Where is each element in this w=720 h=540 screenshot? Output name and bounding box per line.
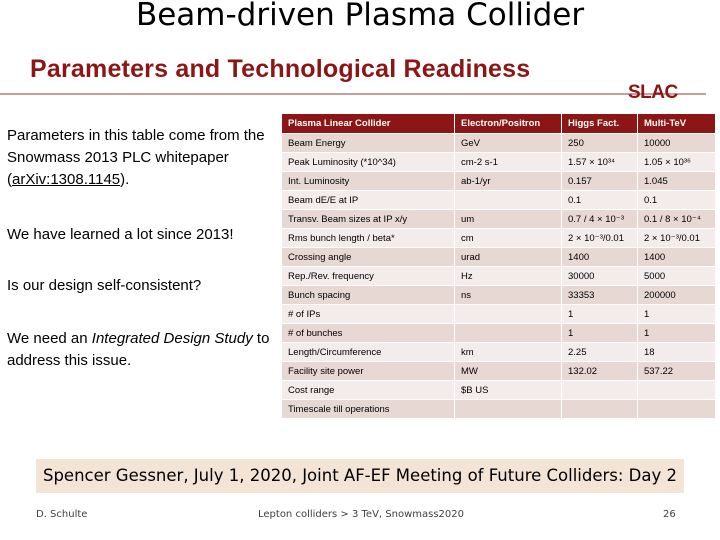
param-unit: [455, 324, 562, 343]
param-name: Transv. Beam sizes at IP x/y: [282, 210, 455, 229]
param-multitev: 1.045: [638, 172, 716, 191]
param-unit: ab-1/yr: [455, 172, 562, 191]
param-multitev: [638, 400, 716, 419]
param-multitev: 2 × 10⁻³/0.01: [638, 229, 716, 248]
table-row: [282, 172, 716, 191]
param-higgs: 1: [562, 324, 638, 343]
param-name: Cost range: [282, 381, 455, 400]
table-row: [282, 153, 716, 172]
table-row: [282, 267, 716, 286]
param-name: Rms bunch length / beta*: [282, 229, 455, 248]
arxiv-link[interactable]: arXiv:1308.1145: [12, 171, 121, 188]
header-cell: Higgs Fact.: [562, 114, 638, 134]
param-name: Peak Luminosity (*10^34): [282, 153, 455, 172]
source-text: Parameters in this table come from the Snowmass 2013 PLC whitepaper (: [7, 127, 265, 188]
table-row: [282, 248, 716, 267]
param-name: Beam Energy: [282, 134, 455, 153]
page-number: 26: [663, 509, 676, 520]
param-name: # of IPs: [282, 305, 455, 324]
param-higgs: 0.7 / 4 × 10⁻³: [562, 210, 638, 229]
left-paragraph-design-study: [7, 328, 279, 372]
param-higgs: [562, 400, 638, 419]
header-cell: Electron/Positron: [455, 114, 562, 134]
param-unit: [455, 191, 562, 210]
param-name: Length/Circumference: [282, 343, 455, 362]
param-name: Timescale till operations: [282, 400, 455, 419]
param-multitev: 1: [638, 324, 716, 343]
left-paragraph-learned: We have learned a lot since 2013!: [7, 226, 234, 243]
param-multitev: 1.05 × 10³⁶: [638, 153, 716, 172]
table-row: [282, 362, 716, 381]
header-banner: Parameters and Technological Readiness: [30, 55, 531, 83]
param-unit: $B US: [455, 381, 562, 400]
param-name: Facility site power: [282, 362, 455, 381]
left-paragraph-source: [7, 125, 279, 191]
param-multitev: 0.1 / 8 × 10⁻⁴: [638, 210, 716, 229]
table-row: [282, 343, 716, 362]
table-row: [282, 400, 716, 419]
param-unit: GeV: [455, 134, 562, 153]
param-multitev: 1400: [638, 248, 716, 267]
table-row: [282, 305, 716, 324]
param-unit: cm-2 s-1: [455, 153, 562, 172]
table-row: [282, 324, 716, 343]
table-row: [282, 286, 716, 305]
param-multitev: 10000: [638, 134, 716, 153]
design-study-emphasis: Integrated Design Study: [91, 330, 253, 347]
table-row: [282, 381, 716, 400]
param-unit: Hz: [455, 267, 562, 286]
param-higgs: 2.25: [562, 343, 638, 362]
table-row: [282, 134, 716, 153]
param-name: # of bunches: [282, 324, 455, 343]
param-name: Bunch spacing: [282, 286, 455, 305]
caption-bar: Spencer Gessner, July 1, 2020, Joint AF-EF Meeting of Future Colliders: Day 2: [36, 459, 684, 493]
param-multitev: 0.1: [638, 191, 716, 210]
param-higgs: [562, 381, 638, 400]
table-row: [282, 191, 716, 210]
param-multitev: 200000: [638, 286, 716, 305]
param-multitev: 5000: [638, 267, 716, 286]
param-unit: km: [455, 343, 562, 362]
param-higgs: 0.157: [562, 172, 638, 191]
param-multitev: [638, 381, 716, 400]
header-rule: [0, 93, 706, 95]
param-multitev: 1: [638, 305, 716, 324]
footer-title: Lepton colliders > 3 TeV, Snowmass2020: [258, 509, 464, 520]
param-unit: [455, 305, 562, 324]
param-higgs: 1.57 × 10³⁴: [562, 153, 638, 172]
header-cell: Plasma Linear Collider: [282, 114, 455, 134]
param-name: Int. Luminosity: [282, 172, 455, 191]
param-unit: MW: [455, 362, 562, 381]
left-paragraph-question: Is our design self-consistent?: [7, 277, 202, 294]
param-higgs: 33353: [562, 286, 638, 305]
param-unit: um: [455, 210, 562, 229]
table-row: [282, 229, 716, 248]
param-higgs: 250: [562, 134, 638, 153]
design-study-post: to address this issue.: [7, 330, 270, 369]
param-multitev: 537.22: [638, 362, 716, 381]
parameters-table: [281, 113, 716, 419]
param-name: Rep./Rev. frequency: [282, 267, 455, 286]
header-cell: Multi-TeV: [638, 114, 716, 134]
param-unit: [455, 400, 562, 419]
param-name: Beam dE/E at IP: [282, 191, 455, 210]
table-header-row: [282, 114, 716, 134]
design-study-pre: We need an: [7, 330, 92, 347]
param-higgs: 2 × 10⁻³/0.01: [562, 229, 638, 248]
param-higgs: 1400: [562, 248, 638, 267]
slac-logo: SLAC: [628, 82, 678, 103]
param-higgs: 1: [562, 305, 638, 324]
param-multitev: 18: [638, 343, 716, 362]
source-text-end: ).: [120, 171, 130, 188]
param-unit: ns: [455, 286, 562, 305]
table-row: [282, 210, 716, 229]
param-higgs: 132.02: [562, 362, 638, 381]
param-name: Crossing angle: [282, 248, 455, 267]
slide-title: Beam-driven Plasma Collider: [135, 0, 585, 33]
param-higgs: 0.1: [562, 191, 638, 210]
param-higgs: 30000: [562, 267, 638, 286]
footer-author: D. Schulte: [36, 509, 88, 520]
param-unit: urad: [455, 248, 562, 267]
param-unit: cm: [455, 229, 562, 248]
